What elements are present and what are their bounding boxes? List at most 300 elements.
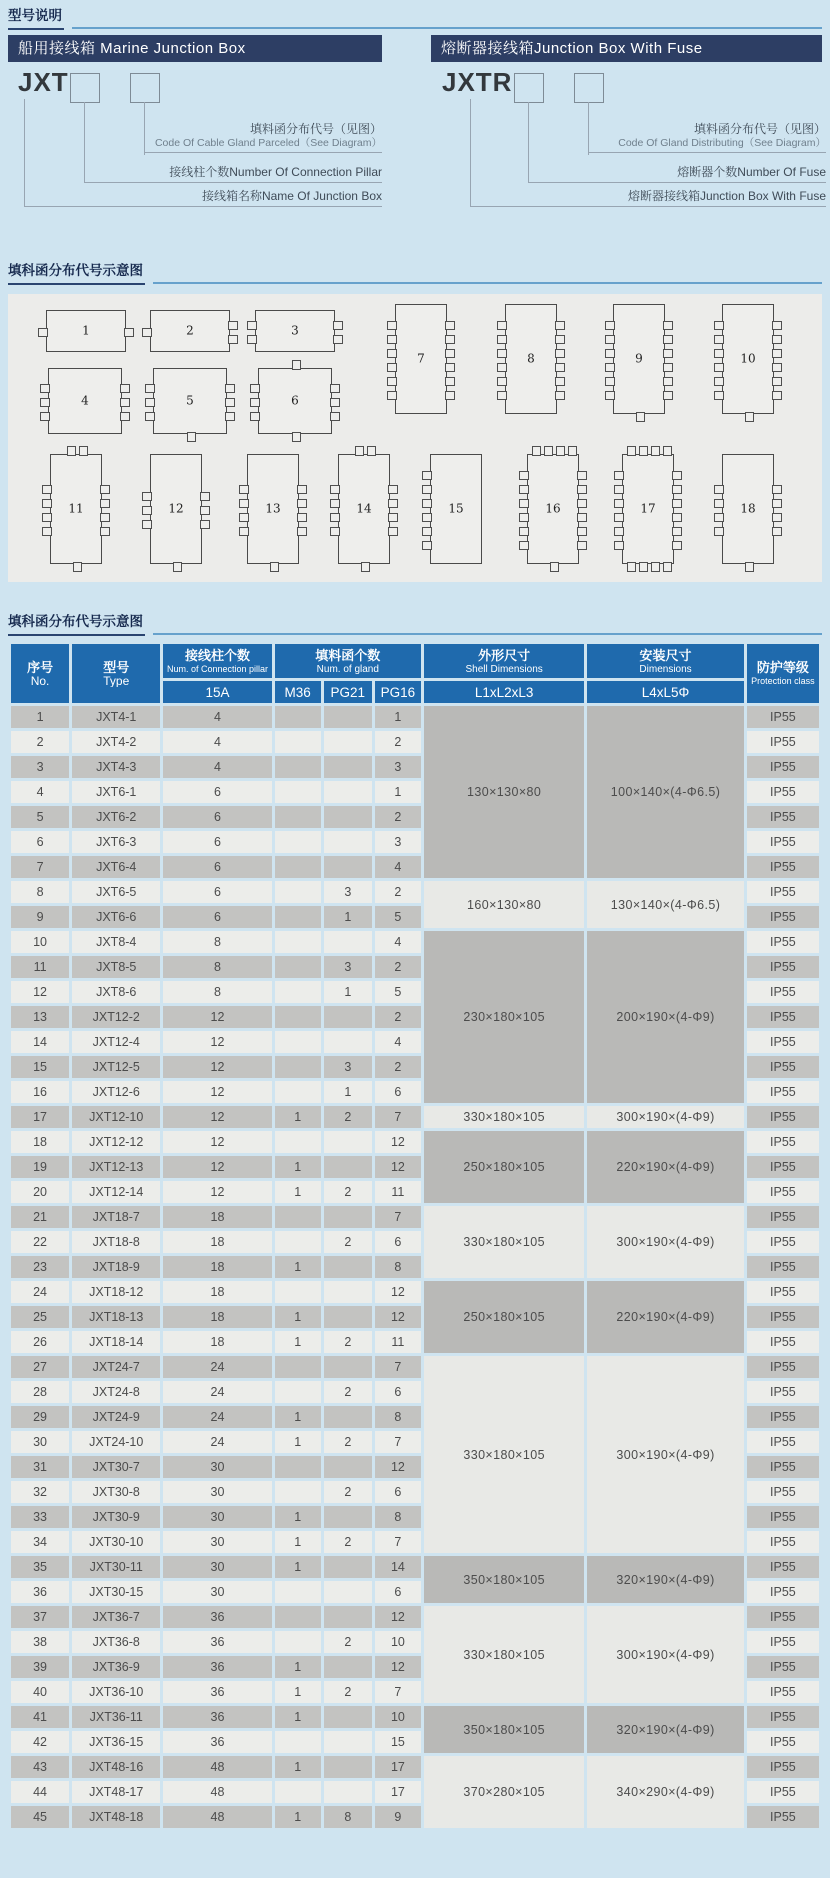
cell-protection: IP55 — [747, 756, 819, 778]
figure-number: 17 — [640, 501, 656, 516]
cell-pg16: 9 — [375, 1806, 421, 1828]
gland-tab — [519, 471, 529, 480]
cell-pg16: 7 — [375, 1356, 421, 1378]
cell-protection: IP55 — [747, 1556, 819, 1578]
header-gland — [275, 644, 421, 678]
gland-tab — [333, 321, 343, 330]
cell-m36: 1 — [275, 1756, 321, 1778]
junction-box-figure-8 — [505, 304, 557, 414]
cell-m36 — [275, 1381, 321, 1403]
cell-15a: 6 — [163, 906, 271, 928]
header-en: Dimensions — [639, 663, 692, 675]
gland-tab — [745, 562, 754, 572]
gland-tab — [120, 398, 130, 407]
section-title-model-description — [8, 6, 822, 30]
gland-tab — [388, 513, 398, 522]
gland-tab — [497, 349, 507, 358]
gland-tab — [605, 363, 615, 372]
cell-type: JXT36-7 — [72, 1606, 160, 1628]
cell-type: JXT48-18 — [72, 1806, 160, 1828]
cell-m36: 1 — [275, 1406, 321, 1428]
subheader-l1l2l3: L1xL2xL3 — [424, 681, 584, 703]
gland-tab — [555, 335, 565, 344]
cell-type: JXT8-4 — [72, 931, 160, 953]
cell-protection: IP55 — [747, 1331, 819, 1353]
cell-m36 — [275, 731, 321, 753]
cell-protection: IP55 — [747, 1431, 819, 1453]
cell-pg16: 12 — [375, 1156, 421, 1178]
gland-tab — [672, 513, 682, 522]
cell-pg16: 10 — [375, 1631, 421, 1653]
cell-15a: 24 — [163, 1356, 271, 1378]
gland-tab — [497, 377, 507, 386]
junction-box-figure-11 — [50, 454, 102, 564]
label-en: Code Of Cable Gland Parceled（See Diagram） — [154, 137, 382, 149]
gland-tab — [636, 412, 645, 422]
cell-pg21 — [324, 1281, 372, 1303]
cell-protection: IP55 — [747, 1281, 819, 1303]
cell-pg21: 2 — [324, 1631, 372, 1653]
gland-tab — [38, 328, 48, 337]
cell-protection: IP55 — [747, 1106, 819, 1128]
gland-tab — [714, 321, 724, 330]
cell-m36: 1 — [275, 1556, 321, 1578]
cell-pg16: 14 — [375, 1556, 421, 1578]
figure-number: 11 — [68, 501, 84, 516]
gland-tab — [577, 541, 587, 550]
spec-row — [11, 706, 819, 728]
gland-tab — [614, 471, 624, 480]
gland-tab — [745, 412, 754, 422]
cell-type: JXT18-9 — [72, 1256, 160, 1278]
cell-pg21 — [324, 1006, 372, 1028]
cell-pg21 — [324, 1756, 372, 1778]
cell-15a: 30 — [163, 1531, 271, 1553]
cell-protection: IP55 — [747, 1131, 819, 1153]
gland-tab — [297, 499, 307, 508]
cell-no: 19 — [11, 1156, 69, 1178]
figure-number: 5 — [186, 393, 194, 408]
header-mount — [587, 644, 743, 678]
cell-no: 16 — [11, 1081, 69, 1103]
cell-protection: IP55 — [747, 1656, 819, 1678]
gland-tab — [555, 377, 565, 386]
cell-no: 1 — [11, 706, 69, 728]
gland-tab — [445, 363, 455, 372]
cell-type: JXT24-10 — [72, 1431, 160, 1453]
cell-type: JXT30-10 — [72, 1531, 160, 1553]
cell-no: 6 — [11, 831, 69, 853]
cell-type: JXT36-10 — [72, 1681, 160, 1703]
gland-tab — [142, 328, 152, 337]
cell-protection: IP55 — [747, 1506, 819, 1528]
cell-no: 5 — [11, 806, 69, 828]
cell-no: 38 — [11, 1631, 69, 1653]
figure-number: 2 — [186, 323, 194, 338]
gland-tab — [555, 391, 565, 400]
cell-pg21 — [324, 1556, 372, 1578]
cell-no: 42 — [11, 1731, 69, 1753]
cell-no: 35 — [11, 1556, 69, 1578]
cell-no: 28 — [11, 1381, 69, 1403]
cell-pg21 — [324, 781, 372, 803]
cell-m36: 1 — [275, 1506, 321, 1528]
gland-tab — [145, 412, 155, 421]
junction-box-figure-18 — [722, 454, 774, 564]
cell-15a: 18 — [163, 1256, 271, 1278]
cell-m36: 1 — [275, 1156, 321, 1178]
cell-m36 — [275, 756, 321, 778]
cell-protection: IP55 — [747, 731, 819, 753]
cell-protection: IP55 — [747, 1156, 819, 1178]
cell-pg16: 2 — [375, 806, 421, 828]
banner-row — [8, 35, 822, 62]
cell-pg21: 2 — [324, 1531, 372, 1553]
fuse-junction-box-banner: 熔断器接线箱Junction Box With Fuse — [431, 35, 822, 62]
cell-pg21 — [324, 1131, 372, 1153]
cell-protection: IP55 — [747, 1006, 819, 1028]
cell-m36 — [275, 1056, 321, 1078]
cell-protection: IP55 — [747, 1406, 819, 1428]
header-zh: 序号 — [27, 660, 54, 675]
gland-tab — [714, 335, 724, 344]
cell-m36 — [275, 881, 321, 903]
gland-tab — [387, 377, 397, 386]
cell-pg21: 8 — [324, 1806, 372, 1828]
junction-box-figure-15 — [430, 454, 482, 564]
header-zh: 安装尺寸 — [639, 647, 692, 663]
cell-mount-dimensions: 300×190×(4-Φ9) — [587, 1106, 743, 1128]
cell-m36 — [275, 906, 321, 928]
cell-m36 — [275, 956, 321, 978]
cell-pg21 — [324, 1781, 372, 1803]
figure-number: 8 — [527, 351, 535, 366]
cell-no: 39 — [11, 1656, 69, 1678]
cell-type: JXT6-6 — [72, 906, 160, 928]
spec-row — [11, 1106, 819, 1128]
gland-tab — [330, 384, 340, 393]
cell-15a: 24 — [163, 1406, 271, 1428]
gland-tab — [145, 384, 155, 393]
gland-tab — [663, 321, 673, 330]
gland-tab — [422, 499, 432, 508]
cell-no: 31 — [11, 1456, 69, 1478]
junction-box-figure-6 — [258, 368, 332, 434]
figure-number: 15 — [448, 501, 464, 516]
cell-m36 — [275, 981, 321, 1003]
cell-no: 18 — [11, 1131, 69, 1153]
gland-tab — [772, 335, 782, 344]
figure-number: 13 — [265, 501, 281, 516]
gland-tab — [42, 513, 52, 522]
subheader-pg16: PG16 — [375, 681, 421, 703]
cell-pg16: 2 — [375, 881, 421, 903]
gland-tab — [250, 398, 260, 407]
gland-tab — [614, 527, 624, 536]
cell-15a: 12 — [163, 1006, 271, 1028]
cell-type: JXT12-14 — [72, 1181, 160, 1203]
cell-protection: IP55 — [747, 1356, 819, 1378]
gland-tab — [714, 377, 724, 386]
cell-type: JXT18-8 — [72, 1231, 160, 1253]
cell-pg21 — [324, 1581, 372, 1603]
cell-type: JXT48-17 — [72, 1781, 160, 1803]
spec-table — [8, 641, 822, 1831]
figure-number: 18 — [740, 501, 756, 516]
gland-tab — [663, 446, 672, 456]
cell-mount-dimensions: 300×190×(4-Φ9) — [587, 1606, 743, 1703]
gland-tab — [772, 391, 782, 400]
cell-no: 43 — [11, 1756, 69, 1778]
cell-type: JXT30-7 — [72, 1456, 160, 1478]
cell-no: 4 — [11, 781, 69, 803]
gland-tab — [614, 541, 624, 550]
gland-tab — [663, 335, 673, 344]
gland-tab — [445, 377, 455, 386]
gland-tab — [120, 412, 130, 421]
gland-tab — [577, 513, 587, 522]
cell-shell-dimensions: 160×130×80 — [424, 881, 584, 928]
cell-pg16: 4 — [375, 1031, 421, 1053]
cell-15a: 6 — [163, 781, 271, 803]
gland-tab — [445, 391, 455, 400]
junction-box-figure-16 — [527, 454, 579, 564]
cell-mount-dimensions: 320×190×(4-Φ9) — [587, 1556, 743, 1603]
gland-tab — [67, 446, 76, 456]
gland-tab — [544, 446, 553, 456]
cell-pg21: 2 — [324, 1231, 372, 1253]
spec-row — [11, 1206, 819, 1228]
gland-tab — [239, 499, 249, 508]
cell-pg16: 11 — [375, 1181, 421, 1203]
gland-tab — [73, 562, 82, 572]
gland-tab — [555, 349, 565, 358]
junction-box-figure-7 — [395, 304, 447, 414]
cell-pg21: 2 — [324, 1681, 372, 1703]
cell-no: 3 — [11, 756, 69, 778]
header-pillar — [163, 644, 271, 678]
cell-pg21 — [324, 1356, 372, 1378]
cell-pg16: 2 — [375, 956, 421, 978]
cell-pg16: 12 — [375, 1656, 421, 1678]
cell-m36 — [275, 781, 321, 803]
cell-protection: IP55 — [747, 831, 819, 853]
cell-shell-dimensions: 330×180×105 — [424, 1206, 584, 1278]
cell-m36 — [275, 1206, 321, 1228]
label-box-name — [24, 189, 382, 207]
gland-tab — [330, 412, 340, 421]
cell-m36 — [275, 1031, 321, 1053]
cell-15a: 30 — [163, 1581, 271, 1603]
cell-no: 7 — [11, 856, 69, 878]
section-title-text: 型号说明 — [8, 4, 64, 30]
gland-tab — [772, 527, 782, 536]
header-no — [11, 644, 69, 703]
jxt-code-diagram — [10, 65, 382, 217]
cell-no: 23 — [11, 1256, 69, 1278]
gland-tab — [672, 485, 682, 494]
cell-pg16: 7 — [375, 1106, 421, 1128]
cell-m36: 1 — [275, 1181, 321, 1203]
cell-m36 — [275, 1606, 321, 1628]
title-rule — [153, 633, 822, 635]
figure-number: 12 — [168, 501, 184, 516]
cell-pg21: 2 — [324, 1381, 372, 1403]
cell-no: 27 — [11, 1356, 69, 1378]
cell-protection: IP55 — [747, 856, 819, 878]
cell-m36: 1 — [275, 1331, 321, 1353]
model-name-jxt: JXT — [18, 67, 69, 97]
gland-tab — [387, 335, 397, 344]
cell-pg16: 8 — [375, 1406, 421, 1428]
cell-shell-dimensions: 350×180×105 — [424, 1556, 584, 1603]
gland-tab — [532, 446, 541, 456]
section-title-text: 填科函分布代号示意图 — [8, 259, 145, 285]
gland-tab — [445, 335, 455, 344]
cell-pg16: 8 — [375, 1256, 421, 1278]
cell-protection: IP55 — [747, 931, 819, 953]
cell-type: JXT36-15 — [72, 1731, 160, 1753]
cell-protection: IP55 — [747, 1606, 819, 1628]
header-en: Shell Dimensions — [465, 663, 543, 675]
cell-pg21: 2 — [324, 1331, 372, 1353]
gland-tab — [639, 562, 648, 572]
gland-tab — [772, 363, 782, 372]
cell-pg21 — [324, 856, 372, 878]
cell-15a: 8 — [163, 931, 271, 953]
cell-no: 21 — [11, 1206, 69, 1228]
cell-protection: IP55 — [747, 1781, 819, 1803]
cell-pg16: 2 — [375, 731, 421, 753]
subheader-pg21: PG21 — [324, 681, 372, 703]
cell-shell-dimensions: 370×280×105 — [424, 1756, 584, 1828]
cell-shell-dimensions: 350×180×105 — [424, 1706, 584, 1753]
gland-tab — [367, 446, 376, 456]
gland-tab — [577, 499, 587, 508]
gland-tab — [605, 391, 615, 400]
gland-tab — [772, 485, 782, 494]
cell-15a: 36 — [163, 1681, 271, 1703]
cell-no: 15 — [11, 1056, 69, 1078]
gland-tab — [550, 562, 559, 572]
cell-protection: IP55 — [747, 1031, 819, 1053]
cell-pg21 — [324, 1456, 372, 1478]
cell-m36: 1 — [275, 1106, 321, 1128]
spec-row — [11, 1281, 819, 1303]
gland-tab — [387, 391, 397, 400]
section-title-gland-diagram — [8, 261, 822, 285]
gland-tab — [200, 506, 210, 515]
gland-tab — [422, 471, 432, 480]
cell-protection: IP55 — [747, 806, 819, 828]
gland-tab — [100, 527, 110, 536]
gland-tab — [142, 520, 152, 529]
cell-protection: IP55 — [747, 1756, 819, 1778]
cell-pg21: 3 — [324, 956, 372, 978]
cell-15a: 6 — [163, 881, 271, 903]
gland-tab — [577, 527, 587, 536]
cell-m36 — [275, 831, 321, 853]
cell-pg16: 3 — [375, 756, 421, 778]
cell-type: JXT36-11 — [72, 1706, 160, 1728]
figure-number: 4 — [81, 393, 89, 408]
gland-tab — [100, 485, 110, 494]
cell-mount-dimensions: 340×290×(4-Φ9) — [587, 1756, 743, 1828]
label-gland-code — [144, 122, 382, 153]
gland-tab — [333, 335, 343, 344]
cell-m36 — [275, 1356, 321, 1378]
label-zh: 接线箱名称Name Of Junction Box — [201, 189, 382, 203]
cell-no: 22 — [11, 1231, 69, 1253]
cell-15a: 8 — [163, 981, 271, 1003]
gland-tab — [388, 499, 398, 508]
header-protection — [747, 644, 819, 703]
cell-pg16: 12 — [375, 1456, 421, 1478]
junction-box-figure-9 — [613, 304, 665, 414]
cell-15a: 36 — [163, 1706, 271, 1728]
header-zh: 防护等级 — [756, 660, 809, 675]
cell-m36 — [275, 806, 321, 828]
cell-pg21 — [324, 1606, 372, 1628]
subheader-l4l5: L4xL5Φ — [587, 681, 743, 703]
cell-pg16: 12 — [375, 1281, 421, 1303]
cell-15a: 36 — [163, 1731, 271, 1753]
cell-protection: IP55 — [747, 1481, 819, 1503]
cell-no: 13 — [11, 1006, 69, 1028]
cell-type: JXT8-6 — [72, 981, 160, 1003]
gland-tab — [330, 485, 340, 494]
header-en: No. — [30, 676, 50, 687]
gland-tab — [42, 499, 52, 508]
cell-no: 25 — [11, 1306, 69, 1328]
cell-no: 2 — [11, 731, 69, 753]
gland-tab — [519, 513, 529, 522]
cell-no: 14 — [11, 1031, 69, 1053]
cell-mount-dimensions: 300×190×(4-Φ9) — [587, 1206, 743, 1278]
gland-tab — [714, 499, 724, 508]
gland-tab — [672, 541, 682, 550]
cell-15a: 6 — [163, 856, 271, 878]
cell-type: JXT12-6 — [72, 1081, 160, 1103]
model-name-jxtr: JXTR — [442, 67, 513, 97]
gland-tab — [388, 527, 398, 536]
cell-15a: 12 — [163, 1031, 271, 1053]
gland-tab — [714, 363, 724, 372]
cell-type: JXT30-11 — [72, 1556, 160, 1578]
cell-m36 — [275, 1131, 321, 1153]
label-gland-code — [588, 122, 826, 153]
cell-no: 32 — [11, 1481, 69, 1503]
cell-m36 — [275, 1481, 321, 1503]
gland-tab — [519, 527, 529, 536]
gland-tab — [663, 391, 673, 400]
cell-type: JXT24-8 — [72, 1381, 160, 1403]
label-zh: 熔断器接线箱Junction Box With Fuse — [627, 189, 826, 203]
gland-tab — [40, 398, 50, 407]
junction-box-figure-1 — [46, 310, 126, 352]
gland-tab — [239, 527, 249, 536]
cell-m36: 1 — [275, 1706, 321, 1728]
cell-type: JXT4-1 — [72, 706, 160, 728]
cell-pg21: 3 — [324, 1056, 372, 1078]
gland-tab — [247, 321, 257, 330]
gland-tab — [142, 506, 152, 515]
cell-no: 17 — [11, 1106, 69, 1128]
cell-15a: 4 — [163, 706, 271, 728]
gland-tab — [772, 377, 782, 386]
gland-tab — [239, 513, 249, 522]
cell-15a: 48 — [163, 1781, 271, 1803]
